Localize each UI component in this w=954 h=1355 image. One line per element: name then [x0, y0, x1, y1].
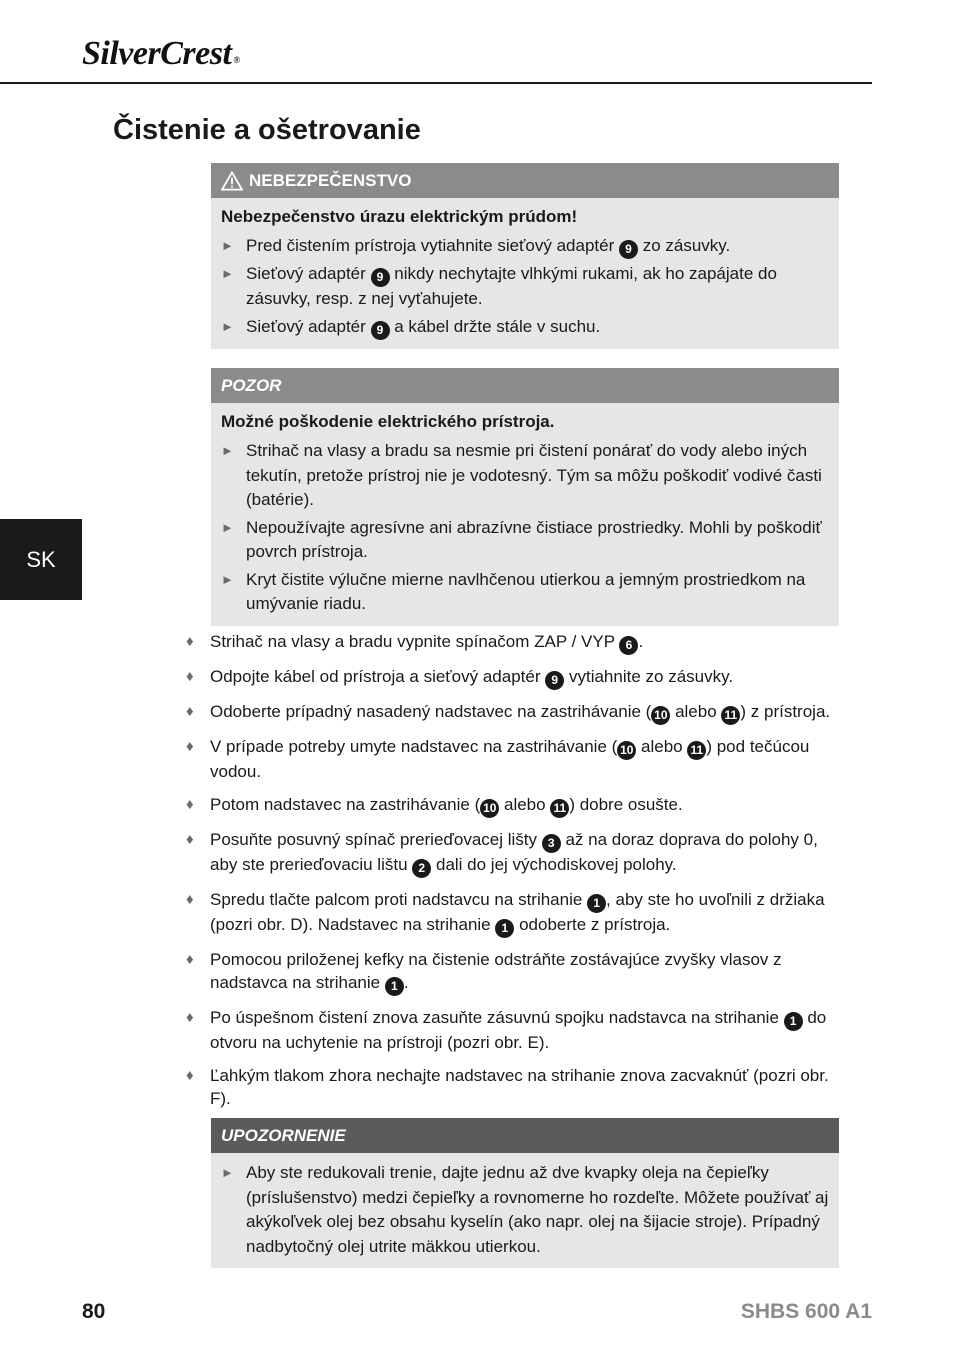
- danger-subtitle: Nebezpečenstvo úrazu elektrickým prúdom!: [221, 207, 578, 226]
- diamond-bullet-icon: ♦: [186, 703, 194, 720]
- item-text: Pomocou priloženej kefky na čistenie odstráňte zostávajúce zvyšky vlasov z nadstavca na strihanie: [210, 950, 782, 992]
- part-number-badge: 6: [619, 636, 638, 655]
- diamond-bullet-icon: ♦: [186, 796, 194, 813]
- item-text: Strihač na vlasy a bradu vypnite spínačom ZAP / VYP: [210, 632, 620, 651]
- danger-box: [211, 163, 839, 349]
- header-rule: [0, 82, 872, 84]
- item-text: Spredu tlačte palcom proti nadstavcu na strihanie: [210, 890, 588, 909]
- diamond-bullet-icon: ♦: [186, 891, 194, 908]
- item-text: vytiahnite zo zásuvky.: [564, 667, 734, 686]
- item-text: .: [403, 973, 409, 992]
- brand-logo: [82, 34, 240, 74]
- page-title: Čistenie a ošetrovanie: [113, 114, 421, 146]
- part-number-badge: 9: [545, 671, 564, 690]
- arrow-bullet-icon: ►: [221, 443, 234, 458]
- note-box: [211, 1118, 839, 1268]
- list-item: [186, 1006, 846, 1054]
- item-text: ) dobre osušte.: [569, 795, 683, 814]
- brand-name: SilverCrest: [82, 35, 232, 72]
- diamond-bullet-icon: ♦: [186, 668, 194, 685]
- diamond-bullet-icon: ♦: [186, 633, 194, 650]
- caution-box: [211, 368, 839, 626]
- part-number-badge: 10: [480, 799, 499, 818]
- arrow-bullet-icon: ►: [221, 266, 234, 281]
- item-text: nikdy nechytajte vlhkými rukami, ak ho zapájate do zásuvky, resp. z nej vyťahujete.: [246, 264, 777, 308]
- danger-list: [211, 228, 839, 349]
- list-item: [186, 665, 846, 690]
- item-text: a kábel držte stále v suchu.: [389, 316, 601, 336]
- note-header-bar: [211, 1118, 839, 1153]
- item-text: odoberte z prístroja.: [514, 915, 671, 934]
- item-text: do otvoru na uchytenie na prístroji (pozri obr. E).: [210, 1008, 827, 1052]
- model-number: SHBS 600 A1: [740, 1300, 872, 1323]
- page-number: 80: [82, 1300, 106, 1323]
- list-item: [221, 439, 831, 513]
- list-item: [186, 630, 846, 655]
- list-item: [221, 568, 831, 617]
- list-item: [221, 1161, 831, 1259]
- diamond-bullet-icon: ♦: [186, 951, 194, 968]
- list-item: [186, 735, 846, 783]
- item-text: Sieťový adaptér: [246, 264, 371, 283]
- arrow-bullet-icon: ►: [221, 1165, 234, 1180]
- item-text: alebo: [636, 737, 688, 756]
- part-number-badge: 9: [371, 321, 390, 340]
- danger-header-bar: [211, 163, 839, 198]
- item-text: Aby ste redukovali trenie, dajte jednu až dve kvapky oleja na čepieľky (príslušenstvo) medzi čepieľky a rovnomerne ho rozdeľte. Môžete používať aj akýkoľvek olej bez obsahu kyselín (ako napr. olej na šijacie stroje). Prípadný nadbytočný olej utrite mäkkou utierkou.: [246, 1163, 829, 1256]
- item-text: ) z prístroja.: [740, 702, 831, 721]
- caution-subtitle: Možné poškodenie elektrického prístroja.: [221, 412, 555, 431]
- part-number-badge: 1: [495, 919, 514, 938]
- diamond-bullet-icon: ♦: [186, 738, 194, 755]
- danger-header: NEBEZPEČENSTVO: [249, 170, 412, 190]
- list-item: [186, 948, 846, 996]
- note-header: UPOZORNENIE: [221, 1125, 346, 1145]
- diamond-bullet-icon: ♦: [186, 1009, 194, 1026]
- part-number-badge: 1: [587, 894, 606, 913]
- part-number-badge: 1: [385, 977, 404, 996]
- item-text: zo zásuvky.: [638, 236, 731, 255]
- part-number-badge: 1: [784, 1012, 803, 1031]
- arrow-bullet-icon: ►: [221, 238, 234, 253]
- caution-header-bar: [211, 368, 839, 403]
- item-text: .: [638, 632, 644, 651]
- part-number-badge: 2: [412, 859, 431, 878]
- item-text: Pred čistením prístroja vytiahnite sieťový adaptér: [246, 236, 619, 255]
- arrow-bullet-icon: ►: [221, 519, 234, 535]
- item-text: alebo: [670, 702, 722, 721]
- list-item: [221, 516, 831, 565]
- caution-list: [211, 433, 839, 626]
- item-text: Nepoužívajte agresívne ani abrazívne čistiace prostriedky. Mohli by poškodiť povrch prístroja.: [246, 517, 822, 561]
- diamond-bullet-icon: ♦: [186, 1067, 194, 1084]
- list-item: [186, 1064, 846, 1110]
- part-number-badge: 9: [619, 240, 638, 259]
- warning-triangle-icon: [221, 171, 243, 191]
- item-text: Po úspešnom čistení znova zasuňte zásuvnú spojku nadstavca na strihanie: [210, 1008, 784, 1027]
- item-text: Odoberte prípadný nasadený nadstavec na zastrihávanie (: [210, 702, 652, 721]
- item-text: ) pod tečúcou vodou.: [210, 737, 810, 781]
- list-item: [221, 262, 831, 312]
- list-item: [186, 700, 846, 725]
- item-text: Odpojte kábel od prístroja a sieťový adaptér: [210, 667, 546, 686]
- part-number-badge: 11: [550, 799, 569, 818]
- item-text: dali do jej východiskovej polohy.: [431, 855, 677, 874]
- item-text: V prípade potreby umyte nadstavec na zastrihávanie (: [210, 737, 618, 756]
- part-number-badge: 11: [721, 706, 740, 725]
- note-list: [211, 1153, 839, 1268]
- item-text: Posuňte posuvný spínač prerieďovacej lišty: [210, 830, 542, 849]
- part-number-badge: 9: [371, 268, 390, 287]
- part-number-badge: 3: [542, 834, 561, 853]
- list-item: [221, 234, 831, 259]
- cleaning-steps-list: [186, 630, 846, 1120]
- item-text: Kryt čistite výlučne mierne navlhčenou utierkou a jemným prostriedkom na umývanie riadu.: [246, 569, 806, 613]
- part-number-badge: 10: [651, 706, 670, 725]
- arrow-bullet-icon: ►: [221, 571, 234, 587]
- list-item: [186, 888, 846, 938]
- caution-header: POZOR: [221, 375, 282, 395]
- item-text: až na doraz doprava do polohy 0, aby ste prerieďovaciu lištu: [210, 830, 818, 874]
- part-number-badge: 11: [687, 741, 706, 760]
- item-text: Potom nadstavec na zastrihávanie (: [210, 795, 481, 814]
- item-text: , aby ste ho uvoľnili z držiaka (pozri obr. D). Nadstavec na strihanie: [210, 890, 825, 934]
- registered-mark: ®: [233, 55, 240, 65]
- item-text: Sieťový adaptér: [246, 316, 371, 336]
- item-text: Strihač na vlasy a bradu sa nesmie pri čistení ponárať do vody alebo iných tekutín, pretože prístroj nie je vodotesný. Tým sa môžu poškodiť vodivé časti (batérie).: [246, 441, 822, 509]
- item-text: alebo: [499, 795, 551, 814]
- list-item: [186, 793, 846, 818]
- language-tab: SK: [0, 519, 82, 600]
- diamond-bullet-icon: ♦: [186, 831, 194, 848]
- list-item: [186, 828, 846, 878]
- arrow-bullet-icon: ►: [221, 318, 234, 334]
- item-text: Ľahkým tlakom zhora nechajte nadstavec na strihanie znova zacvaknúť (pozri obr. F).: [210, 1066, 829, 1108]
- part-number-badge: 10: [617, 741, 636, 760]
- list-item: [221, 315, 831, 340]
